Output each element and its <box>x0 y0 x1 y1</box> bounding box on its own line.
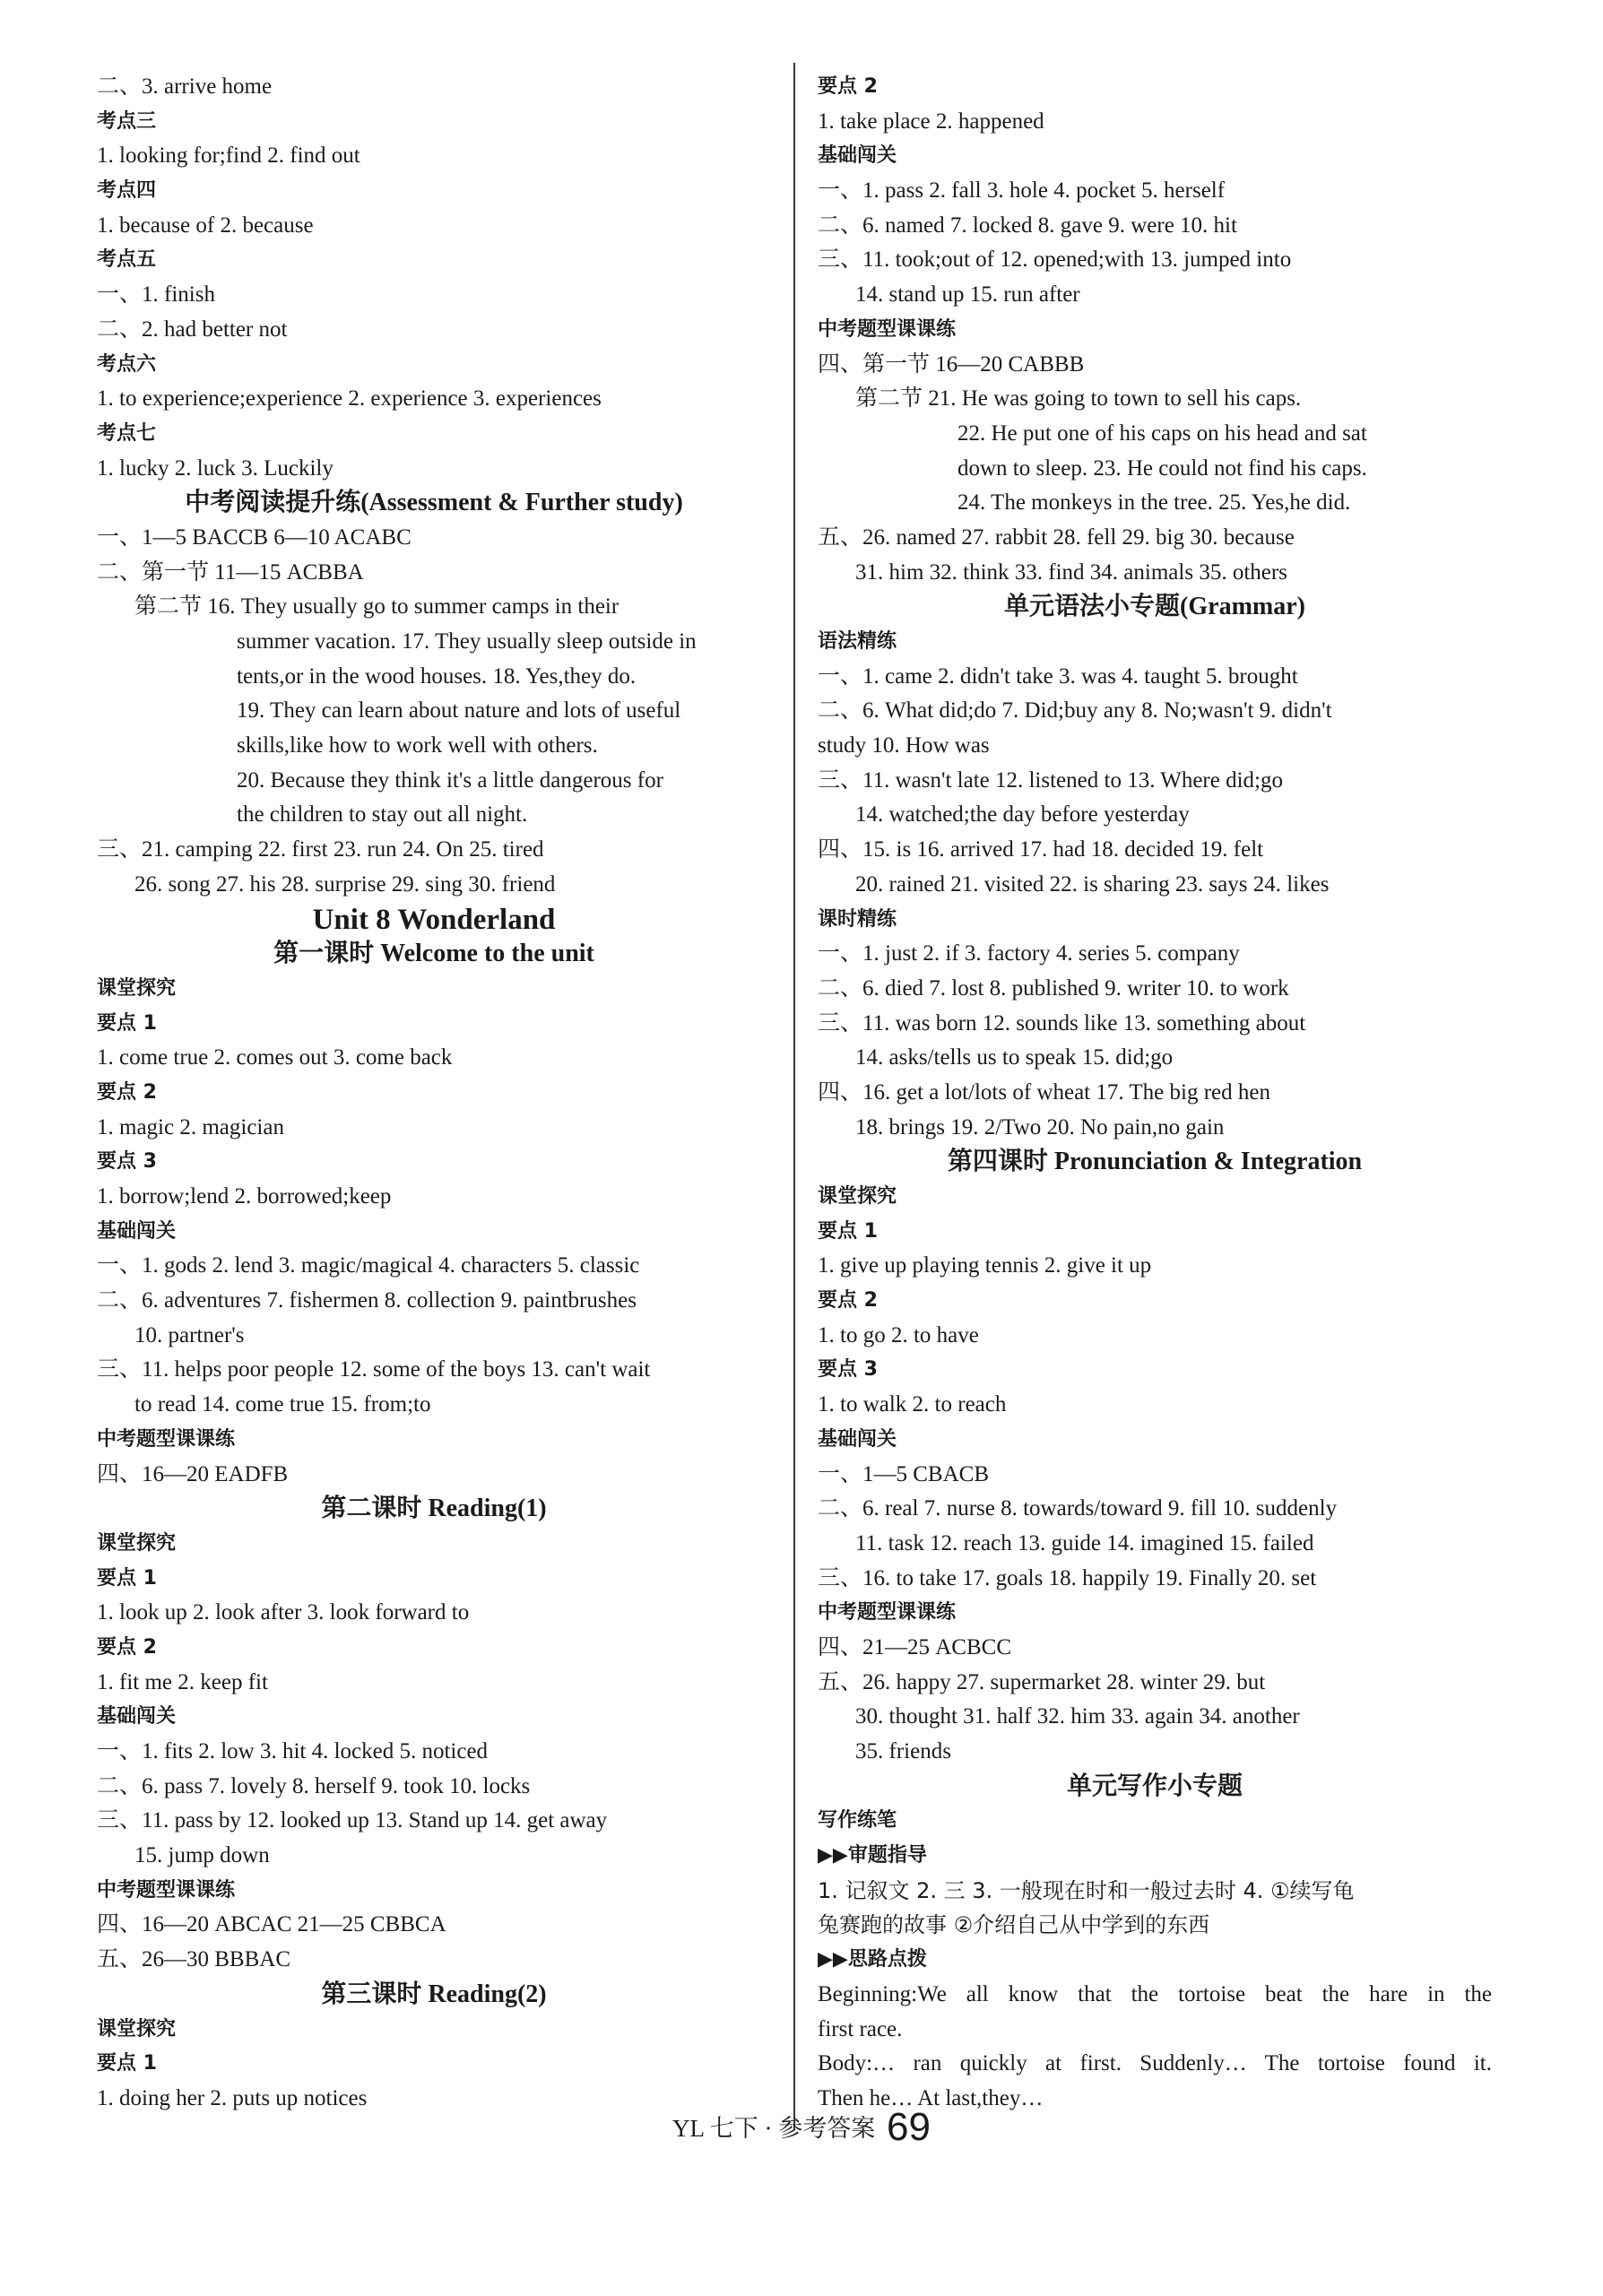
answer-line: 三、16. to take 17. goals 18. happily 19. Finally 20. set <box>818 1565 1317 1590</box>
answer-line: 20. rained 21. visited 22. is sharing 23. says 24. likes <box>855 871 1330 897</box>
section-label: 要点 2 <box>818 1289 878 1313</box>
answer-line: study 10. How was <box>818 733 990 758</box>
answer-line: 一、1—5 BACCB 6—10 ACABC <box>97 524 412 550</box>
section-label: 中考题型课课练 <box>97 1427 236 1451</box>
answer-line: 三、11. took;out of 12. opened;with 13. jumped into <box>818 247 1292 273</box>
answer-line: 1. 记叙文 2. 三 3. 一般现在时和一般过去时 4. ①续写龟 <box>818 1877 1355 1903</box>
answer-line: 二、6. What did;do 7. Did;buy any 8. No;wasn't 9. didn't <box>818 698 1332 723</box>
left-column <box>97 70 771 2117</box>
section-label: 要点 2 <box>97 1635 157 1659</box>
section-label: 课堂探究 <box>97 2017 177 2040</box>
section-heading: 第三课时 Reading(2) <box>321 1980 547 2008</box>
section-heading: 第一课时 Welcome to the unit <box>273 940 594 968</box>
section-heading: 单元语法小专题(Grammar) <box>1004 593 1305 621</box>
answer-line: 一、1. fits 2. low 3. hit 4. locked 5. noticed <box>97 1739 489 1763</box>
answer-line: 19. They can learn about nature and lots of useful <box>237 698 681 723</box>
section-label: 考点六 <box>97 352 157 376</box>
answer-line: 1. doing her 2. puts up notices <box>97 2085 368 2110</box>
section-label: 课时精练 <box>818 907 897 931</box>
section-label: 要点 3 <box>818 1358 878 1382</box>
answer-line: 1. because of 2. because <box>97 212 314 238</box>
answer-line: 一、1. pass 2. fall 3. hole 4. pocket 5. herself <box>818 178 1226 204</box>
answer-line: 15. jump down <box>134 1843 270 1868</box>
section-label: 基础闯关 <box>818 144 897 168</box>
answer-line: 1. come true 2. comes out 3. come back <box>97 1045 453 1070</box>
answer-line: 第二节 21. He was going to town to sell his caps. <box>855 386 1302 412</box>
answer-line: 四、16. get a lot/lots of wheat 17. The big red hen <box>818 1079 1270 1105</box>
answer-line: down to sleep. 23. He could not find his caps. <box>957 455 1367 481</box>
answer-line: 二、6. died 7. lost 8. published 9. writer 10. to work <box>818 975 1289 1001</box>
section-heading: 单元写作小专题 <box>1066 1772 1243 1800</box>
section-label: 写作练笔 <box>818 1809 897 1832</box>
answer-line: 1. looking for;find 2. find out <box>97 143 360 169</box>
answer-line: first race. <box>818 2016 903 2041</box>
section-label: 要点 1 <box>97 1011 157 1035</box>
section-label: 中考题型课课练 <box>818 1601 957 1625</box>
answer-line: 1. look up 2. look after 3. look forward to <box>97 1600 470 1625</box>
answer-line: Body:… ran quickly at first. Suddenly… The tortoise found it. <box>818 2051 1492 2076</box>
answer-line: 11. task 12. reach 13. guide 14. imagined 15. failed <box>855 1530 1314 1555</box>
answer-line: 31. him 32. think 33. find 34. animals 35. others <box>855 559 1287 585</box>
answer-line: to read 14. come true 15. from;to <box>134 1392 431 1417</box>
answer-line: summer vacation. 17. They usually sleep outside in <box>237 629 697 654</box>
answer-line: 1. to walk 2. to reach <box>818 1392 1007 1417</box>
answer-line: 24. The monkeys in the tree. 25. Yes,he did. <box>957 490 1351 516</box>
answer-line: 1. to go 2. to have <box>818 1322 979 1347</box>
answer-line: 五、26—30 BBBAC <box>97 1947 291 1972</box>
answer-line: 一、1. just 2. if 3. factory 4. series 5. company <box>818 941 1240 966</box>
answer-line: 三、11. pass by 12. looked up 13. Stand up 14. get away <box>97 1808 608 1833</box>
section-label: 课堂探究 <box>97 976 177 1000</box>
answer-line: 10. partner's <box>134 1322 245 1347</box>
section-label: ▶▶思路点拨 <box>818 1948 927 1971</box>
answer-line: 14. asks/tells us to speak 15. did;go <box>855 1045 1174 1070</box>
answer-line: 四、21—25 ACBCC <box>818 1634 1012 1659</box>
column-divider <box>793 63 795 2129</box>
section-label: 中考题型课课练 <box>97 1878 236 1902</box>
answer-line: 四、15. is 16. arrived 17. had 18. decided 19. felt <box>818 837 1264 862</box>
answer-line: 二、6. adventures 7. fishermen 8. collection 9. paintbrushes <box>97 1288 637 1313</box>
answer-line: 二、3. arrive home <box>97 74 273 99</box>
section-label: 要点 3 <box>97 1150 157 1174</box>
answer-line: 20. Because they think it's a little dangerous for <box>237 767 663 793</box>
section-label: 课堂探究 <box>97 1531 177 1555</box>
answer-line: 五、26. named 27. rabbit 28. fell 29. big 30. because <box>818 524 1295 550</box>
answer-line: 四、16—20 EADFB <box>97 1461 289 1486</box>
answer-line: 一、1. gods 2. lend 3. magic/magical 4. characters 5. classic <box>97 1253 640 1278</box>
answer-line: 三、11. wasn't late 12. listened to 13. Where did;go <box>818 767 1283 793</box>
section-heading: Unit 8 Wonderland <box>312 903 556 936</box>
answer-line: 18. brings 19. 2/Two 20. No pain,no gain <box>855 1114 1225 1139</box>
answer-line: 22. He put one of his caps on his head and sat <box>957 420 1367 446</box>
answer-line: 五、26. happy 27. supermarket 28. winter 29. but <box>818 1669 1266 1694</box>
answer-line: 三、11. helps poor people 12. some of the boys 13. can't wait <box>97 1357 651 1382</box>
section-label: 考点五 <box>97 248 157 272</box>
answer-line: Then he… At last,they… <box>818 2085 1044 2110</box>
answer-line: 二、6. pass 7. lovely 8. herself 9. took 10. locks <box>97 1773 531 1798</box>
answer-line: 二、6. real 7. nurse 8. towards/toward 9. fill 10. suddenly <box>818 1496 1338 1521</box>
answer-line: 一、1. finish <box>97 282 215 308</box>
section-label: 考点四 <box>97 179 157 203</box>
answer-line: 二、第一节 11—15 ACBBA <box>97 559 364 585</box>
page-footer <box>0 2105 1603 2150</box>
answer-line: 1. fit me 2. keep fit <box>97 1669 268 1694</box>
answer-line: 四、第一节 16—20 CABBB <box>818 351 1085 377</box>
answer-line: 第二节 16. They usually go to summer camps in their <box>134 594 620 619</box>
section-label: 基础闯关 <box>818 1427 897 1451</box>
answer-line: 1. borrow;lend 2. borrowed;keep <box>97 1184 392 1209</box>
answer-line: 一、1—5 CBACB <box>818 1461 990 1486</box>
section-heading: 第二课时 Reading(1) <box>321 1495 547 1523</box>
section-label: 要点 1 <box>97 2052 157 2075</box>
section-label: 要点 1 <box>97 1566 157 1590</box>
answer-line: 二、6. named 7. locked 8. gave 9. were 10. hit <box>818 212 1237 238</box>
answer-line: 26. song 27. his 28. surprise 29. sing 30. friend <box>134 871 556 897</box>
answer-line: 兔赛跑的故事 ②介绍自己从中学到的东西 <box>818 1912 1210 1938</box>
section-label: 考点三 <box>97 109 157 133</box>
answer-line: Beginning:We all know that the tortoise beat the hare in the <box>818 1981 1492 2006</box>
answer-line: 1. give up playing tennis 2. give it up <box>818 1253 1152 1278</box>
answer-line: 35. friends <box>855 1739 951 1763</box>
answer-line: 一、1. came 2. didn't take 3. was 4. taught 5. brought <box>818 663 1298 689</box>
section-heading: 第四课时 Pronunciation & Integration <box>947 1148 1363 1176</box>
answer-line: the children to stay out all night. <box>237 802 528 827</box>
right-column <box>818 70 1492 2117</box>
section-heading: 中考阅读提升练(Assessment & Further study) <box>185 489 683 517</box>
section-label: 语法精练 <box>818 630 897 653</box>
section-label: 中考题型课课练 <box>818 317 957 341</box>
answer-line: 14. stand up 15. run after <box>855 282 1080 308</box>
section-label: ▶▶审题指导 <box>818 1844 927 1867</box>
section-label: 课堂探究 <box>818 1185 897 1208</box>
answer-line: 30. thought 31. half 32. him 33. again 34. another <box>855 1704 1300 1729</box>
answer-line: 三、11. was born 12. sounds like 13. something about <box>818 1010 1306 1035</box>
section-label: 要点 2 <box>97 1080 157 1104</box>
section-label: 要点 1 <box>818 1219 878 1243</box>
section-label: 考点七 <box>97 421 157 445</box>
section-label: 要点 2 <box>818 75 878 98</box>
answer-line: skills,like how to work well with others. <box>237 733 598 758</box>
section-label: 基础闯关 <box>97 1219 177 1243</box>
answer-line: tents,or in the wood houses. 18. Yes,they do. <box>237 663 637 689</box>
answer-line: 1. magic 2. magician <box>97 1114 284 1139</box>
answer-line: 1. lucky 2. luck 3. Luckily <box>97 455 334 481</box>
answer-line: 1. take place 2. happened <box>818 108 1044 134</box>
page-number: 69 <box>887 2105 931 2149</box>
answer-line: 三、21. camping 22. first 23. run 24. On 25. tired <box>97 837 544 862</box>
answer-line: 1. to experience;experience 2. experience 3. experiences <box>97 386 602 412</box>
answer-line: 14. watched;the day before yesterday <box>855 802 1190 827</box>
footer-label: YL 七下 · 参考答案 <box>672 2115 876 2142</box>
answer-line: 二、2. had better not <box>97 316 288 342</box>
section-label: 基础闯关 <box>97 1705 177 1728</box>
answer-line: 四、16—20 ABCAC 21—25 CBBCA <box>97 1912 446 1937</box>
